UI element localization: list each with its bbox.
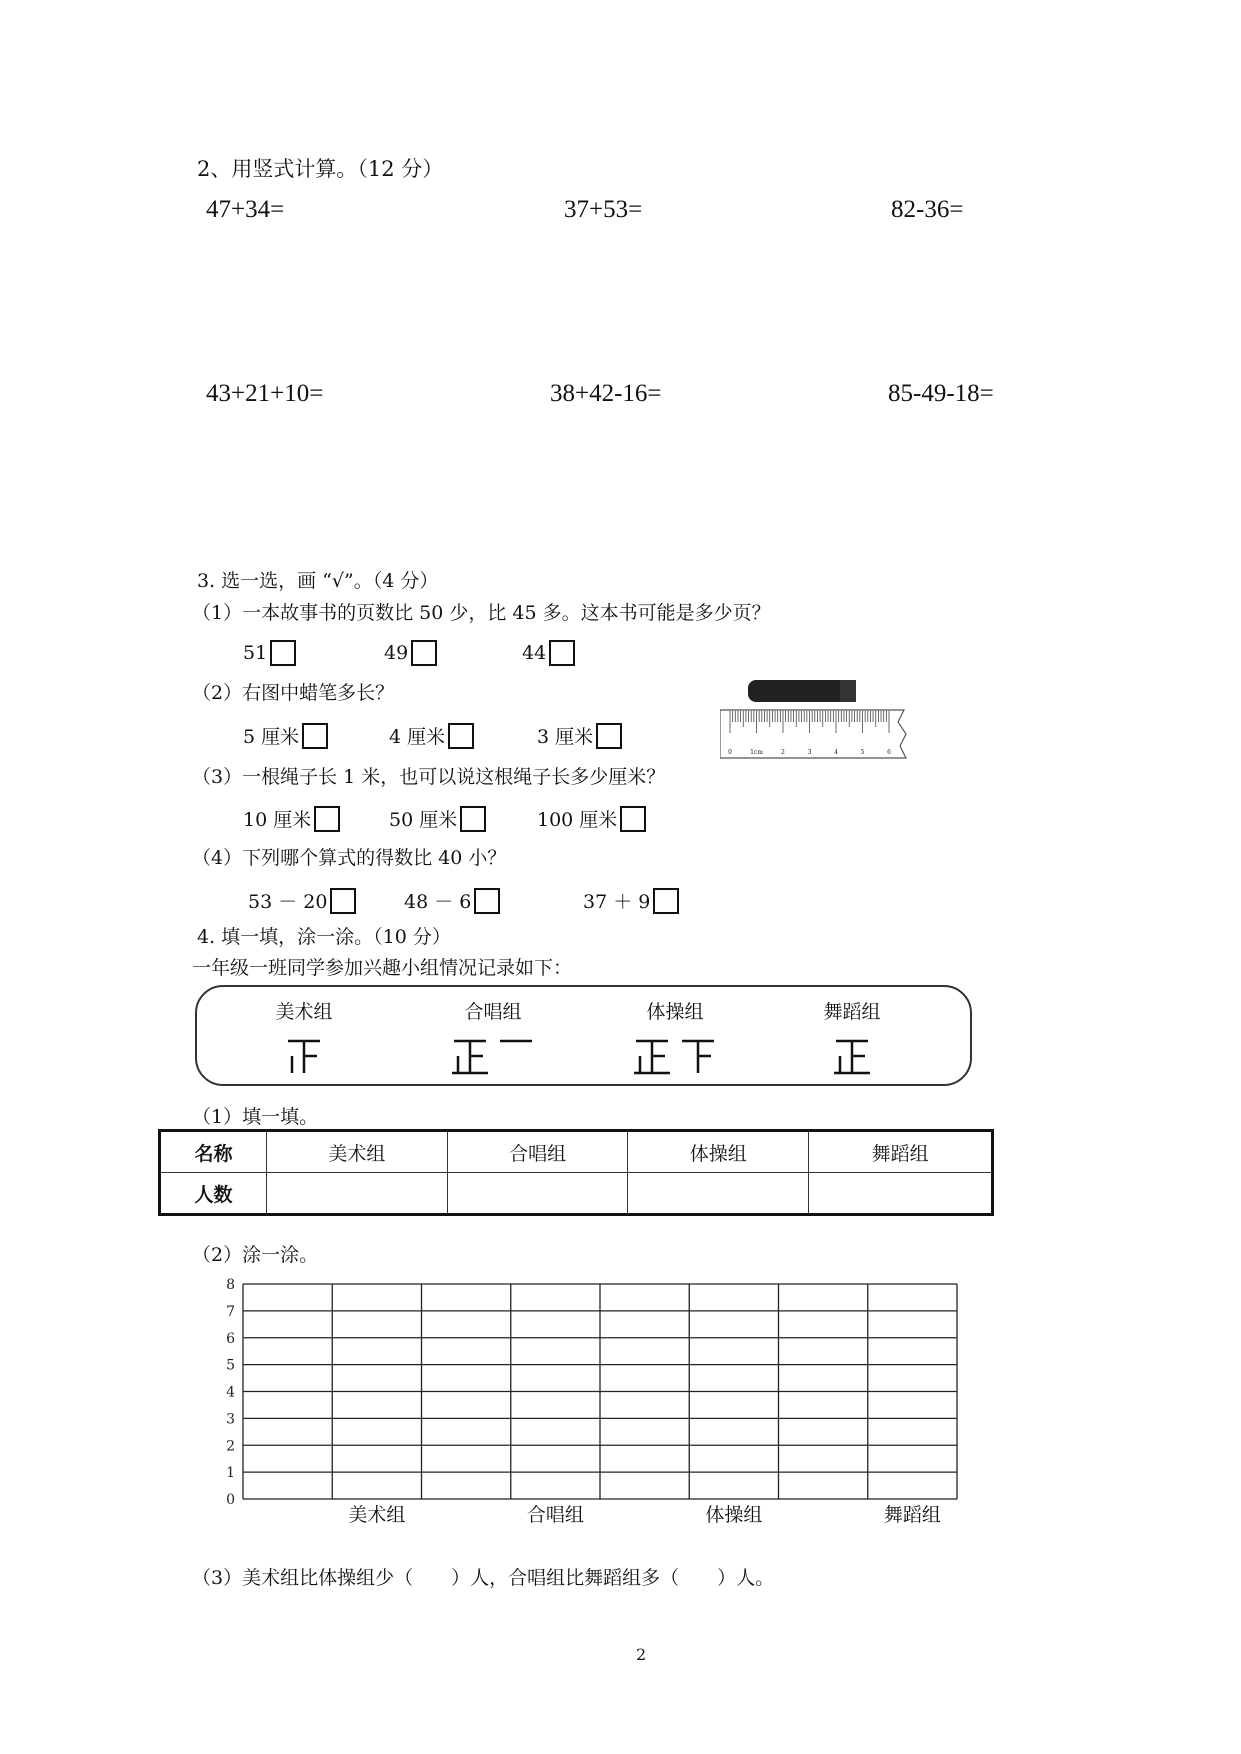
ruler-tick-label: 0 bbox=[728, 749, 732, 756]
checkbox[interactable] bbox=[596, 723, 622, 749]
checkbox[interactable] bbox=[411, 640, 437, 666]
option-label: 49 bbox=[384, 642, 409, 664]
option-label: 10 厘米 bbox=[243, 809, 312, 831]
answer-cell[interactable] bbox=[447, 1173, 628, 1215]
section4-intro: 一年级一班同学参加兴趣小组情况记录如下： bbox=[192, 957, 573, 979]
option[interactable] bbox=[522, 640, 575, 666]
checkbox[interactable] bbox=[653, 888, 679, 914]
crayon bbox=[748, 680, 856, 702]
option-label: 53 － 20 bbox=[248, 891, 328, 913]
checkbox[interactable] bbox=[448, 723, 474, 749]
part1-label: （1）填一填。 bbox=[192, 1106, 319, 1128]
ruler-tick-label: 1cm bbox=[750, 749, 763, 756]
option[interactable] bbox=[384, 640, 437, 666]
section3-title: 3. 选一选，画 “√”。（4 分） bbox=[197, 570, 439, 592]
option[interactable] bbox=[537, 722, 622, 749]
crayon-ruler-figure bbox=[720, 680, 910, 760]
checkbox[interactable] bbox=[549, 640, 575, 666]
table-cell: 美术组 bbox=[267, 1131, 448, 1173]
question-1: （1）一本故事书的页数比 50 少，比 45 多。这本书可能是多少页？ bbox=[192, 602, 771, 624]
y-tick-label: 4 bbox=[226, 1384, 235, 1401]
group-label: 舞蹈组 bbox=[823, 1001, 881, 1023]
count-table bbox=[158, 1129, 994, 1216]
tally-marks bbox=[286, 1039, 322, 1075]
calc-problem: 85-49-18= bbox=[888, 380, 994, 407]
x-tick-label: 舞蹈组 bbox=[883, 1504, 941, 1526]
option-label: 37 ＋ 9 bbox=[583, 891, 651, 913]
group-label: 合唱组 bbox=[464, 1001, 522, 1023]
table-row bbox=[160, 1131, 993, 1173]
y-tick-label: 8 bbox=[226, 1277, 235, 1293]
calc-problem: 47+34= bbox=[206, 196, 285, 223]
answer-cell[interactable] bbox=[267, 1173, 448, 1215]
option[interactable] bbox=[243, 640, 296, 666]
table-header: 名称 bbox=[160, 1131, 267, 1173]
y-tick-label: 1 bbox=[226, 1465, 235, 1482]
checkbox[interactable] bbox=[474, 888, 500, 914]
option[interactable] bbox=[404, 887, 500, 914]
option[interactable] bbox=[389, 722, 474, 749]
table-header: 人数 bbox=[160, 1173, 267, 1215]
option[interactable] bbox=[537, 805, 646, 832]
option-label: 44 bbox=[522, 642, 547, 664]
section2-title: 2、用竖式计算。（12 分） bbox=[197, 157, 444, 181]
part3-question: （3）美术组比体操组少（ ）人，合唱组比舞蹈组多（ ）人。 bbox=[192, 1567, 775, 1589]
x-tick-label: 体操组 bbox=[705, 1504, 763, 1526]
answer-cell[interactable] bbox=[809, 1173, 993, 1215]
question-3: （3）一根绳子长 1 米，也可以说这根绳子长多少厘米？ bbox=[192, 766, 666, 788]
checkbox[interactable] bbox=[314, 806, 340, 832]
ruler-tick-label: 2 bbox=[781, 749, 785, 756]
table-cell: 体操组 bbox=[628, 1131, 809, 1173]
checkbox[interactable] bbox=[460, 806, 486, 832]
option[interactable] bbox=[243, 805, 340, 832]
tally-record-box bbox=[195, 985, 972, 1086]
page-number: 2 bbox=[636, 1645, 647, 1664]
option[interactable] bbox=[389, 805, 486, 832]
group-label: 美术组 bbox=[275, 1001, 333, 1023]
ruler-tick-label: 6 bbox=[887, 749, 891, 756]
question-2: （2）右图中蜡笔多长？ bbox=[192, 682, 395, 704]
option-label: 100 厘米 bbox=[537, 809, 618, 831]
option[interactable] bbox=[583, 887, 679, 914]
option[interactable] bbox=[243, 722, 328, 749]
table-row bbox=[160, 1173, 993, 1215]
x-tick-label: 合唱组 bbox=[526, 1504, 584, 1526]
tally-marks bbox=[452, 1039, 534, 1075]
table-cell: 合唱组 bbox=[447, 1131, 628, 1173]
calc-problem: 82-36= bbox=[891, 196, 964, 223]
tally-marks bbox=[834, 1039, 870, 1075]
option-label: 51 bbox=[243, 642, 268, 664]
checkbox[interactable] bbox=[620, 806, 646, 832]
part2-label: （2）涂一涂。 bbox=[192, 1244, 319, 1266]
answer-cell[interactable] bbox=[628, 1173, 809, 1215]
question-4: （4）下列哪个算式的得数比 40 小？ bbox=[192, 847, 507, 869]
tally-marks bbox=[634, 1039, 716, 1075]
y-tick-label: 3 bbox=[226, 1411, 235, 1428]
checkbox[interactable] bbox=[270, 640, 296, 666]
y-tick-label: 0 bbox=[226, 1492, 235, 1508]
section4-title: 4. 填一填，涂一涂。（10 分） bbox=[197, 926, 451, 948]
option-label: 48 － 6 bbox=[404, 891, 472, 913]
y-tick-label: 6 bbox=[226, 1330, 235, 1347]
ruler-tick-label: 3 bbox=[807, 749, 812, 756]
option-label: 5 厘米 bbox=[243, 726, 300, 748]
calc-problem: 43+21+10= bbox=[206, 380, 324, 407]
bar-chart-grid[interactable] bbox=[210, 1270, 970, 1530]
calc-problem: 38+42-16= bbox=[550, 380, 662, 407]
ruler-tick-label: 4 bbox=[834, 749, 838, 756]
y-tick-label: 2 bbox=[226, 1438, 235, 1455]
option-label: 3 厘米 bbox=[537, 726, 594, 748]
option-label: 50 厘米 bbox=[389, 809, 458, 831]
calc-problem: 37+53= bbox=[564, 196, 643, 223]
group-label: 体操组 bbox=[646, 1001, 704, 1023]
checkbox[interactable] bbox=[330, 888, 356, 914]
ruler-tick-label: 5 bbox=[860, 749, 865, 756]
option-label: 4 厘米 bbox=[389, 726, 446, 748]
option[interactable] bbox=[248, 887, 356, 914]
table-cell: 舞蹈组 bbox=[809, 1131, 993, 1173]
checkbox[interactable] bbox=[302, 723, 328, 749]
x-tick-label: 美术组 bbox=[348, 1504, 406, 1526]
y-tick-label: 5 bbox=[226, 1357, 235, 1374]
y-tick-label: 7 bbox=[226, 1303, 235, 1320]
